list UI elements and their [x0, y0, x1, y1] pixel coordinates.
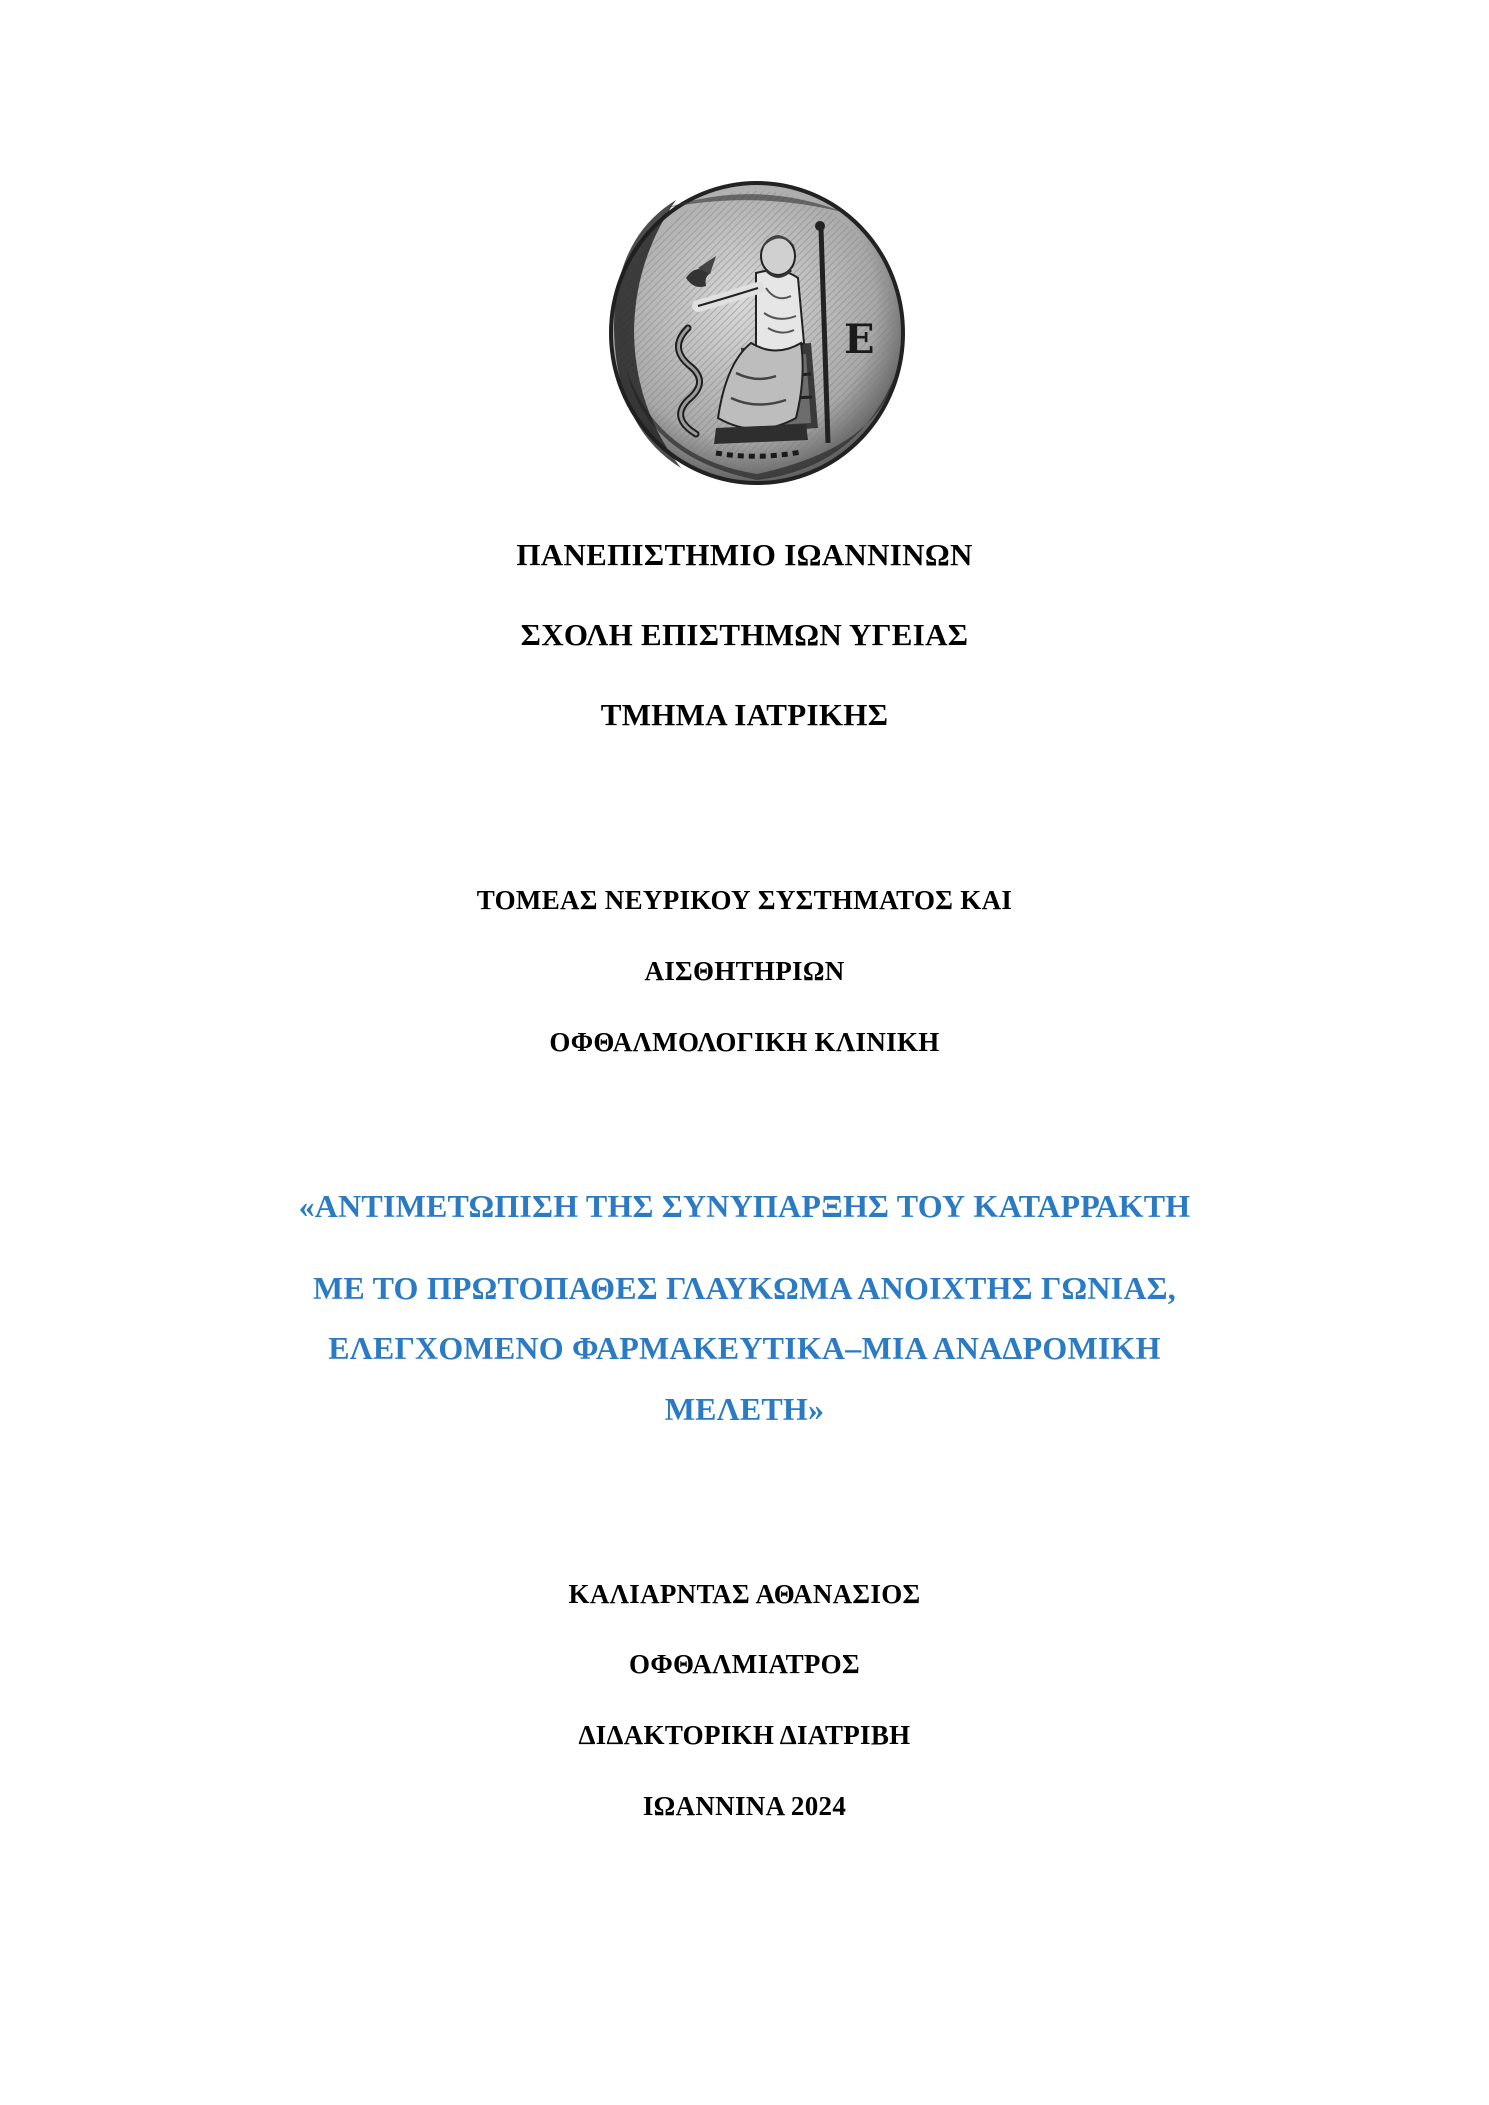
- author-name: ΚΑΛΙΑΡΝΤΑΣ ΑΘΑΝΑΣΙΟΣ: [568, 1579, 921, 1609]
- thesis-title-line-4: ΜΕΛΕΤΗ»: [664, 1391, 825, 1427]
- division-line-1: ΤΟΜΕΑΣ ΝΕΥΡΙΚΟΥ ΣΥΣΤΗΜΑΤΟΣ ΚΑΙ: [476, 885, 1013, 915]
- thesis-title-line-3: ΕΛΕΓΧΟΜΕΝΟ ΦΑΡΜΑΚΕΥΤΙΚΑ–ΜΙΑ ΑΝΑΔΡΟΜΙΚΗ: [328, 1330, 1161, 1366]
- document-type: ΔΙΔΑΚΤΟΡΙΚΗ ΔΙΑΤΡΙΒΗ: [578, 1720, 911, 1750]
- thesis-title-line-2: ΜΕ ΤΟ ΠΡΩΤΟΠΑΘΕΣ ΓΛΑΥΚΩΜΑ ΑΝΟΙΧΤΗΣ ΓΩΝΙΑΣ,: [313, 1270, 1176, 1306]
- university-coin-emblem: [606, 178, 908, 488]
- division-line-2: ΑΙΣΘΗΤΗΡΙΩΝ: [644, 956, 845, 986]
- author-profession: ΟΦΘΑΛΜΙΑΤΡΟΣ: [629, 1649, 860, 1679]
- thesis-title-line-1: «ΑΝΤΙΜΕΤΩΠΙΣΗ ΤΗΣ ΣΥΝΥΠΑΡΞΗΣ ΤΟΥ ΚΑΤΑΡΡΑΚΤΗ: [298, 1188, 1191, 1224]
- university-name: ΠΑΝΕΠΙΣΤΗΜΙΟ ΙΩΑΝΝΙΝΩΝ: [516, 537, 973, 572]
- clinic-name: ΟΦΘΑΛΜΟΛΟΓΙΚΗ ΚΛΙΝΙΚΗ: [549, 1027, 940, 1057]
- coin-inscription: Ε: [844, 316, 875, 363]
- place-year: ΙΩΑΝΝΙΝΑ 2024: [642, 1791, 847, 1821]
- department-name: ΤΜΗΜΑ ΙΑΤΡΙΚΗΣ: [600, 697, 889, 732]
- school-name: ΣΧΟΛΗ ΕΠΙΣΤΗΜΩΝ ΥΓΕΙΑΣ: [520, 617, 969, 652]
